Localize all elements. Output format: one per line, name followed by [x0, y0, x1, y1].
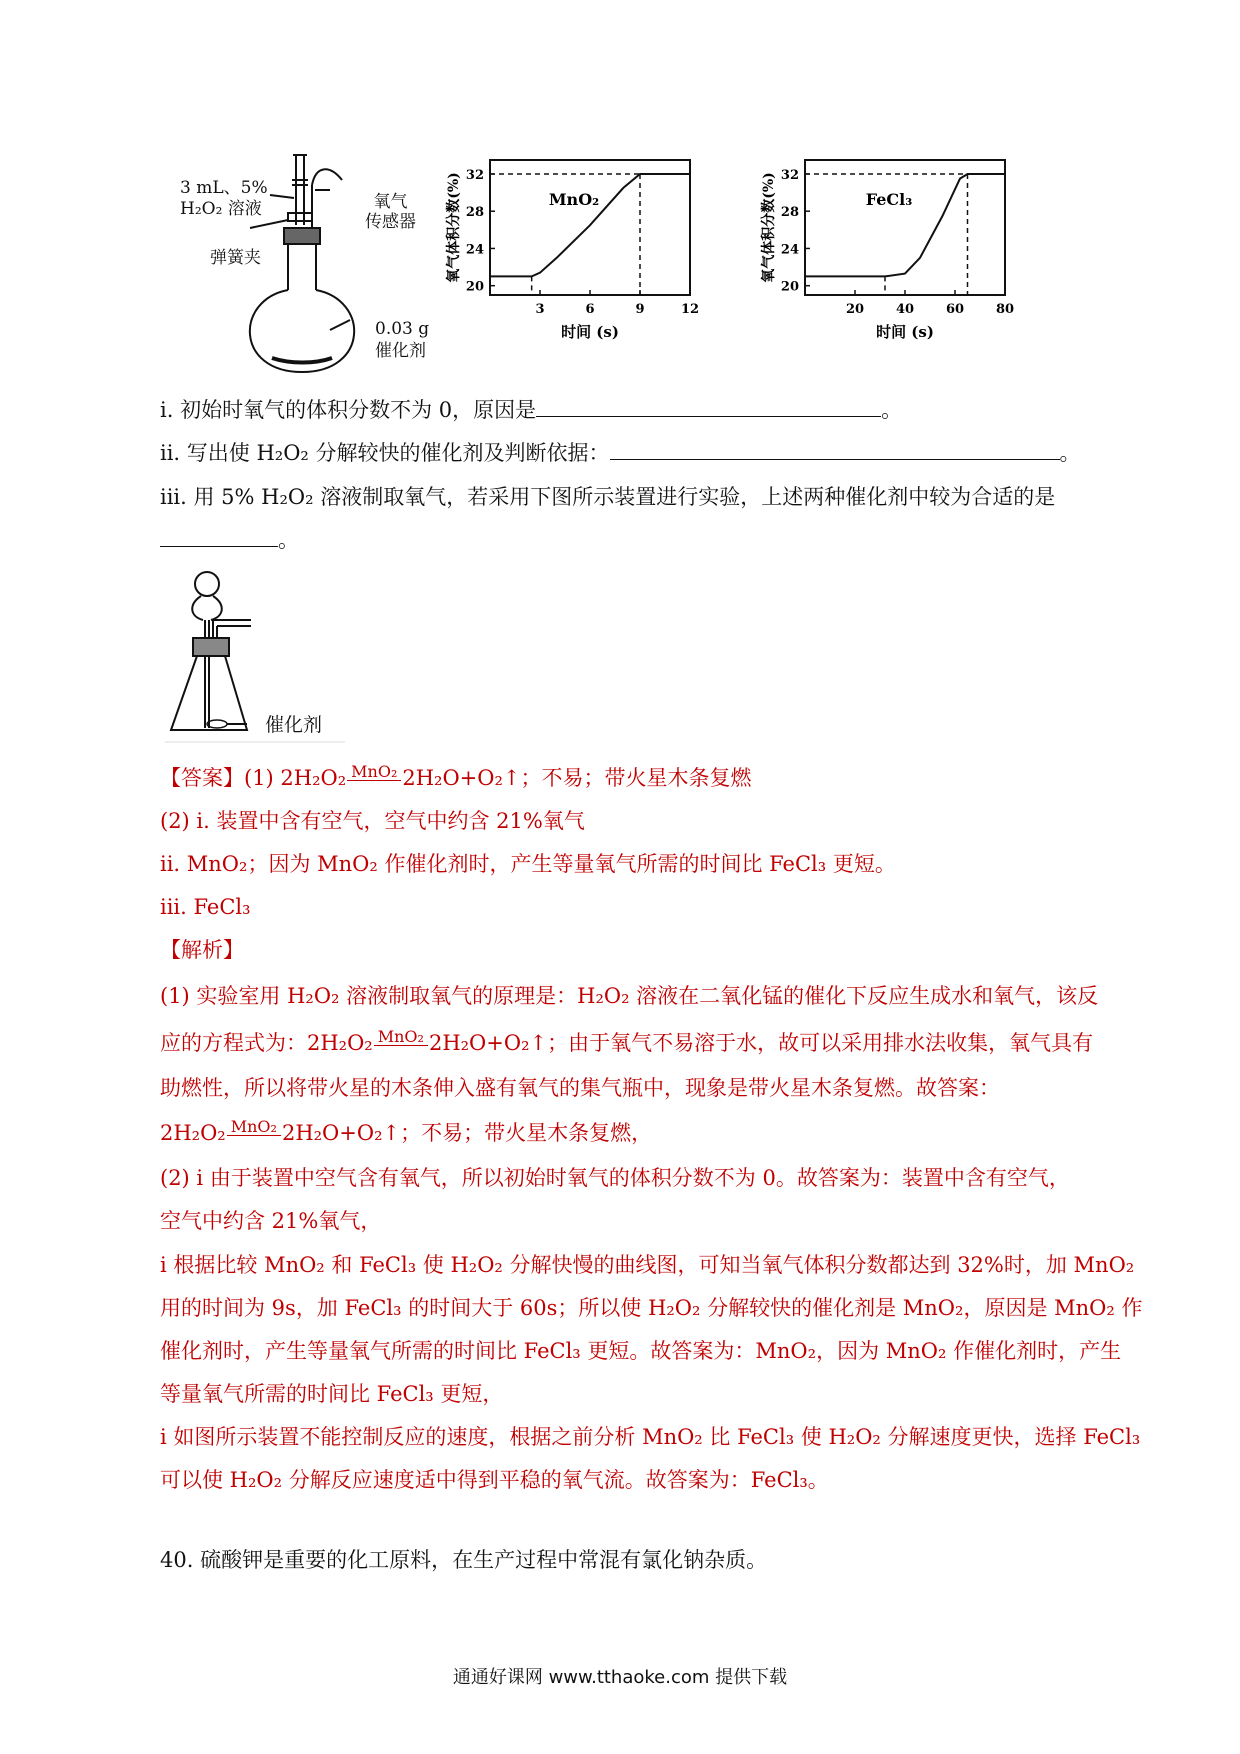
- catalyst-arrow: [227, 1117, 281, 1144]
- fecl3-chart: [755, 150, 1055, 380]
- answer-blank-i: [536, 396, 881, 417]
- analysis-line-11: i 如图所示装置不能控制反应的速度，根据之前分析 MnO₂ 比 FeCl₃ 使 H₂O₂ 分解速度更快，选择 FeCl₃: [160, 1425, 1141, 1449]
- catalyst-arrow: [374, 1027, 428, 1054]
- answer-line-2: (2) i. 装置中含有空气，空气中约含 21%氧气: [160, 809, 585, 833]
- answer-line-1: [160, 763, 752, 793]
- question-i: [160, 395, 902, 425]
- x-tick-label: 80: [995, 302, 1015, 317]
- answer-line-4: iii. FeCl₃: [160, 895, 251, 919]
- analysis-line-6: 空气中约含 21%氧气，: [160, 1209, 382, 1233]
- answer-eq-left: (1) 2H₂O₂: [244, 766, 347, 790]
- analysis-eq-left: 应的方程式为：2H₂O₂: [160, 1031, 373, 1055]
- answer-tag: 【答案】: [160, 766, 244, 790]
- x-tick-label: 60: [945, 302, 965, 317]
- x-tick-label: 9: [635, 302, 645, 317]
- analysis-line-5: (2) i 由于装置中空气含有氧气，所以初始时氧气的体积分数不为 0。故答案为：装置中含有空气，: [160, 1166, 1070, 1190]
- clamp-label: 弹簧夹: [210, 248, 261, 268]
- question-iii-text: iii. 用 5% H₂O₂ 溶液制取氧气，若采用下图所示装置进行实验，上述两种催化剂中较为合适的是: [160, 485, 1056, 509]
- question-iii-blank-line: [160, 525, 299, 555]
- analysis-line-8: 用的时间为 9s，加 FeCl₃ 的时间大于 60s；所以使 H₂O₂ 分解较快的催化剂是 MnO₂，原因是 MnO₂ 作: [160, 1296, 1143, 1320]
- y-tick-label: 24: [465, 242, 484, 258]
- analysis-eq-right: 2H₂O+O₂↑；由于氧气不易溶于水，故可以采用排水法收集，氧气具有: [428, 1031, 1094, 1055]
- question-40: 40. 硫酸钾是重要的化工原料，在生产过程中常混有氯化钠杂质。: [160, 1548, 768, 1572]
- sensor-line1: 氧气: [373, 192, 408, 212]
- analysis-line-2: [160, 1028, 1093, 1058]
- x-tick-label: 40: [895, 302, 915, 317]
- sensor-label: [365, 192, 416, 232]
- answer-eq-right: 2H₂O+O₂↑；不易；带火星木条复燃: [402, 766, 752, 790]
- question-i-end: 。: [881, 398, 903, 422]
- y-tick-label: 24: [780, 242, 799, 258]
- question-iii: [160, 482, 1055, 512]
- sensor-line2: 传感器: [365, 212, 416, 232]
- y-axis-label: 氧气体积分数(%): [761, 172, 777, 283]
- catalyst-arrow: [347, 762, 401, 789]
- y-tick-label: 28: [780, 205, 799, 221]
- question-i-text: i. 初始时氧气的体积分数不为 0，原因是: [160, 398, 537, 422]
- chart-title: FeCl₃: [865, 190, 913, 209]
- analysis-line-4: [160, 1118, 652, 1148]
- analysis-line-7: i 根据比较 MnO₂ 和 FeCl₃ 使 H₂O₂ 分解快慢的曲线图，可知当氧气体积分数都达到 32%时，加 MnO₂: [160, 1253, 1135, 1277]
- y-axis-label: 氧气体积分数(%): [446, 172, 462, 283]
- analysis-line-3: 助燃性，所以将带火星的木条伸入盛有氧气的集气瓶中，现象是带火星木条复燃。故答案：: [160, 1076, 1000, 1100]
- x-tick-label: 3: [535, 302, 545, 317]
- answer-blank-ii: [610, 439, 1060, 460]
- question-iii-end: 。: [278, 528, 299, 552]
- x-tick-label: 20: [845, 302, 865, 317]
- x-axis-label: 时间 (s): [561, 323, 619, 341]
- analysis-line-1: (1) 实验室用 H₂O₂ 溶液制取氧气的原理是：H₂O₂ 溶液在二氧化锰的催化下反应生成水和氧气，该反: [160, 984, 1099, 1008]
- analysis-line-10: 等量氧气所需的时间比 FeCl₃ 更短，: [160, 1382, 504, 1406]
- answer-line-3: ii. MnO₂；因为 MnO₂ 作催化剂时，产生等量氧气所需的时间比 FeCl₃ 更短。: [160, 852, 896, 876]
- analysis-line-9: 催化剂时，产生等量氧气所需的时间比 FeCl₃ 更短。故答案为：MnO₂，因为 MnO₂ 作催化剂时，产生: [160, 1339, 1122, 1363]
- catalyst-above-arrow: MnO₂: [227, 1119, 281, 1136]
- plot-frame: [805, 160, 1005, 295]
- catalyst-above-arrow: MnO₂: [374, 1029, 428, 1046]
- y-tick-label: 20: [465, 279, 484, 295]
- catalyst-mass: 0.03 g: [375, 319, 430, 339]
- analysis-line-12: 可以使 H₂O₂ 分解反应速度适中得到平稳的氧气流。故答案为：FeCl₃。: [160, 1468, 829, 1492]
- reagent-name: H₂O₂ 溶液: [180, 199, 262, 219]
- catalyst-above-arrow: MnO₂: [347, 764, 401, 781]
- y-tick-label: 28: [465, 205, 484, 221]
- page-footer: 通通好课网 www.tthaoke.com 提供下载: [452, 1667, 788, 1688]
- x-axis-label: 时间 (s): [876, 323, 934, 341]
- question-ii-end: 。: [1059, 441, 1081, 465]
- y-tick-label: 32: [780, 167, 799, 183]
- analysis-eq2-right: 2H₂O+O₂↑；不易；带火星木条复燃，: [281, 1121, 653, 1145]
- y-tick-label: 20: [780, 279, 799, 295]
- chart-title: MnO₂: [548, 190, 600, 209]
- catalyst-name: 催化剂: [375, 341, 426, 361]
- catalyst-label: [375, 318, 429, 362]
- analysis-tag: 【解析】: [160, 938, 244, 962]
- mno2-chart: [440, 150, 740, 380]
- question-ii-text: ii. 写出使 H₂O₂ 分解较快的催化剂及判断依据：: [160, 441, 610, 465]
- plot-frame: [490, 160, 690, 295]
- question-ii: [160, 438, 1081, 468]
- reagent-volume: 3 mL、5%: [180, 178, 268, 198]
- x-tick-label: 12: [680, 302, 700, 317]
- reagent-label: [180, 178, 268, 220]
- analysis-eq2-left: 2H₂O₂: [160, 1121, 226, 1145]
- conical-catalyst-label: 催化剂: [265, 714, 323, 736]
- answer-blank-iii: [160, 526, 278, 547]
- y-tick-label: 32: [465, 167, 484, 183]
- x-tick-label: 6: [585, 302, 595, 317]
